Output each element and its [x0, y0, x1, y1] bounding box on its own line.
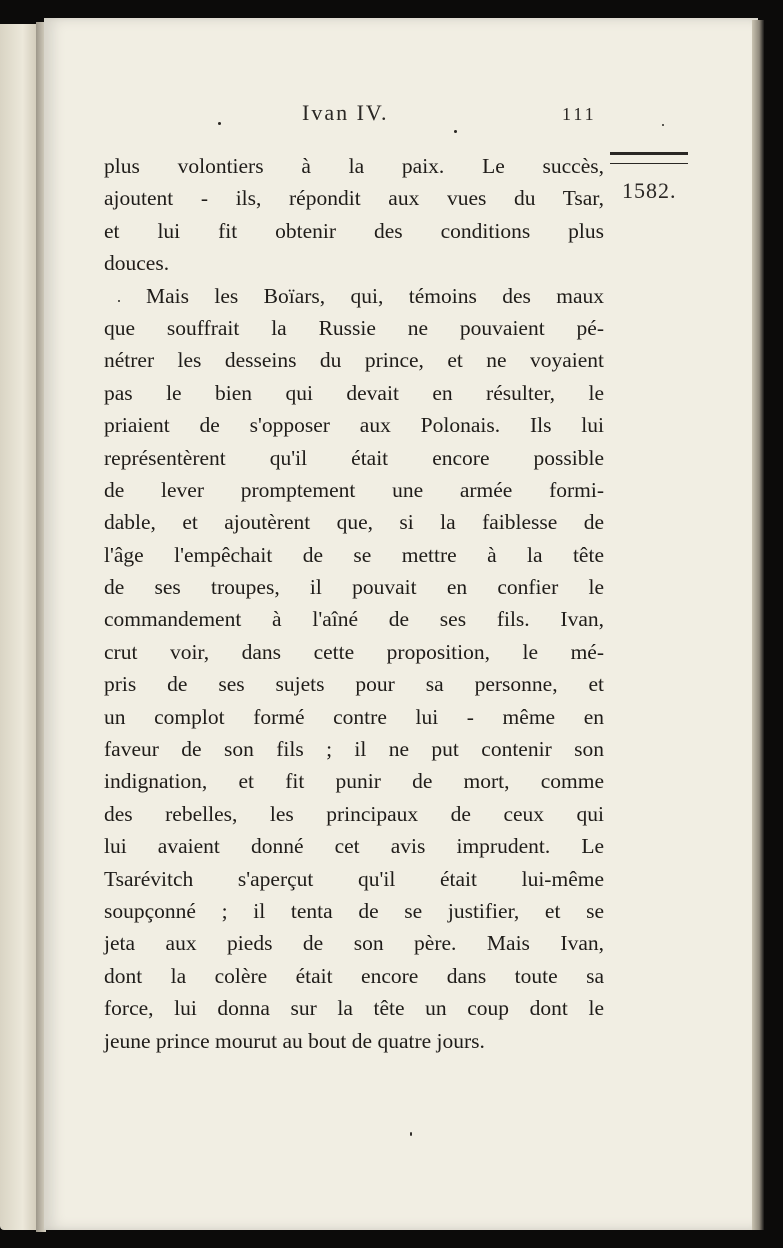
- text-line: de lever promptement une armée formi-: [104, 477, 604, 502]
- text-line: priaient de s'opposer aux Polonais. Ils lui: [104, 413, 604, 438]
- text-line: plus volontiers à la paix. Le succès,: [104, 154, 604, 178]
- text-line: indignation, et fit punir de mort, comme: [104, 769, 604, 794]
- margin-year: 1582.: [622, 178, 677, 203]
- text-line: crut voir, dans cette proposition, le mé-: [104, 639, 604, 664]
- text-line: Mais les Boïars, qui, témoins des maux: [146, 283, 604, 308]
- text-line: représentèrent qu'il était encore possible: [104, 445, 604, 470]
- text-line: soupçonné ; il tenta de se justifier, et se: [104, 898, 604, 923]
- paper-speck: [454, 130, 457, 133]
- text-line: jeune prince mourut au bout de quatre jours.: [104, 1028, 485, 1053]
- text-line: pas le bien qui devait en résulter, le: [104, 380, 604, 405]
- running-head: [240, 100, 610, 140]
- text-line: et lui fit obtenir des conditions plus: [104, 218, 604, 243]
- paper-speck: [662, 124, 664, 126]
- paper-speck: [218, 122, 221, 125]
- text-line: douces.: [104, 251, 170, 276]
- text-line: faveur de son fils ; il ne put contenir son: [104, 737, 604, 762]
- text-line: pris de ses sujets pour sa personne, et: [104, 672, 604, 697]
- page-number: 111: [562, 104, 597, 124]
- text-line: force, lui donna sur la tête un coup dont le: [104, 996, 604, 1021]
- paragraph: [104, 150, 604, 280]
- text-line: nétrer les desseins du prince, et ne voyaient: [104, 348, 604, 373]
- margin-rule: [610, 152, 688, 164]
- paper-speck: [118, 300, 120, 302]
- body-text: [104, 150, 604, 1057]
- text-line: ajoutent - ils, répondit aux vues du Tsar,: [104, 186, 604, 211]
- paper-speck: [410, 1132, 412, 1136]
- text-line: lui avaient donné cet avis imprudent. Le: [104, 834, 604, 859]
- page-edge-shadow: [752, 20, 764, 1230]
- paragraph: [104, 280, 604, 1057]
- text-line: jeta aux pieds de son père. Mais Ivan,: [104, 931, 604, 956]
- text-line: de ses troupes, il pouvait en confier le: [104, 575, 604, 600]
- text-line: l'âge l'empêchait de se mettre à la tête: [104, 542, 604, 567]
- text-line: dable, et ajoutèrent que, si la faiblesse de: [104, 510, 604, 535]
- text-line: que souffrait la Russie ne pouvaient pé-: [104, 315, 604, 340]
- running-head-title: Ivan IV.: [302, 100, 389, 125]
- facing-page-edge: [0, 24, 38, 1230]
- text-line: dont la colère était encore dans toute sa: [104, 963, 604, 988]
- text-line: des rebelles, les principaux de ceux qui: [104, 801, 604, 826]
- text-line: commandement à l'aîné de ses fils. Ivan,: [104, 607, 604, 632]
- text-line: Tsarévitch s'aperçut qu'il était lui-même: [104, 866, 604, 891]
- text-line: un complot formé contre lui - même en: [104, 704, 604, 729]
